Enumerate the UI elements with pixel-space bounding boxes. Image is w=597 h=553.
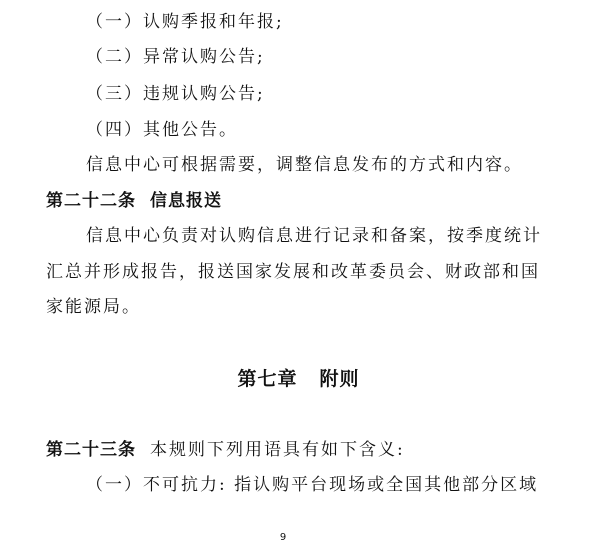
- article-23-number: 第二十三条: [46, 440, 136, 460]
- article-22-heading: [46, 191, 222, 211]
- list-item-1: （一）认购季报和年报;: [86, 12, 284, 32]
- article-22-line-1: 信息中心负责对认购信息进行记录和备案，按季度统计: [86, 226, 542, 246]
- article-22-line-3: 家能源局。: [46, 297, 141, 317]
- paragraph-adjust: 信息中心可根据需要，调整信息发布的方式和内容。: [86, 155, 523, 175]
- chapter-title: 附则: [319, 368, 360, 390]
- article-22-line-2: 汇总并形成报告，报送国家发展和改革委员会、财政部和国: [46, 262, 540, 282]
- article-23-text: 本规则下列用语具有如下含义:: [150, 440, 405, 460]
- article-22-number: 第二十二条: [46, 191, 136, 211]
- list-item-3: （三）违规认购公告;: [86, 84, 265, 104]
- list-item-2: （二）异常认购公告;: [86, 47, 265, 67]
- page-number: 9: [279, 532, 287, 543]
- chapter-number: 第七章: [237, 368, 298, 390]
- article-22-title: 信息报送: [150, 191, 222, 211]
- article-23-heading: [46, 440, 405, 460]
- article-23-item-1: （一）不可抗力: 指认购平台现场或全国其他部分区域: [86, 475, 539, 495]
- list-item-4: （四）其他公告。: [86, 120, 238, 140]
- chapter-heading: [0, 368, 597, 390]
